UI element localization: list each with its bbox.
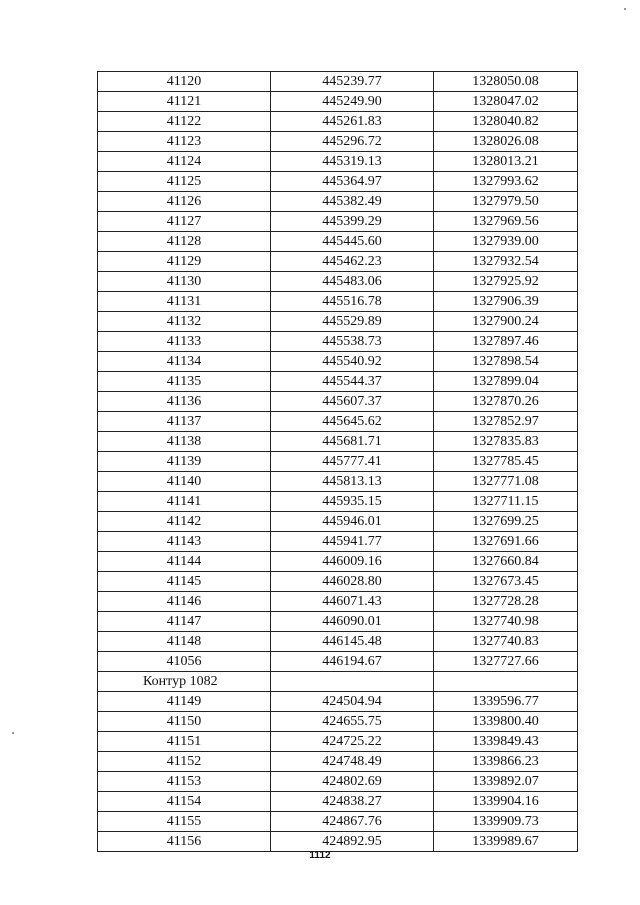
point-number-cell: 41153: [98, 772, 271, 792]
x-coordinate-cell: 446194.67: [271, 652, 434, 672]
table-row: [98, 412, 578, 432]
y-coordinate-cell: 1327969.56: [434, 212, 578, 232]
table-row: [98, 772, 578, 792]
point-number-cell: 41154: [98, 792, 271, 812]
table-row: [98, 292, 578, 312]
y-coordinate-cell: 1327870.26: [434, 392, 578, 412]
y-coordinate-cell: 1327660.84: [434, 552, 578, 572]
y-coordinate-cell: 1327906.39: [434, 292, 578, 312]
y-coordinate-cell: 1327785.45: [434, 452, 578, 472]
y-coordinate-cell: 1328047.02: [434, 92, 578, 112]
table-row: [98, 332, 578, 352]
y-coordinate-cell: 1327740.98: [434, 612, 578, 632]
y-coordinate-cell: 1327899.04: [434, 372, 578, 392]
x-coordinate-cell: 445399.29: [271, 212, 434, 232]
table-row: [98, 452, 578, 472]
point-number-cell: 41123: [98, 132, 271, 152]
y-coordinate-cell: [434, 672, 578, 692]
y-coordinate-cell: 1327979.50: [434, 192, 578, 212]
point-number-cell: 41149: [98, 692, 271, 712]
y-coordinate-cell: 1327900.24: [434, 312, 578, 332]
x-coordinate-cell: 445462.23: [271, 252, 434, 272]
x-coordinate-cell: 445483.06: [271, 272, 434, 292]
table-row: [98, 472, 578, 492]
y-coordinate-cell: 1339909.73: [434, 812, 578, 832]
table-row: [98, 312, 578, 332]
point-number-cell: 41150: [98, 712, 271, 732]
coordinates-table-body: [98, 72, 578, 852]
scan-speck: [12, 732, 14, 734]
point-number-cell: 41137: [98, 412, 271, 432]
x-coordinate-cell: 445296.72: [271, 132, 434, 152]
point-number-cell: 41121: [98, 92, 271, 112]
x-coordinate-cell: 445941.77: [271, 532, 434, 552]
table-row: [98, 132, 578, 152]
x-coordinate-cell: 424725.22: [271, 732, 434, 752]
table-row: [98, 432, 578, 452]
x-coordinate-cell: 445538.73: [271, 332, 434, 352]
table-row: [98, 572, 578, 592]
x-coordinate-cell: 424838.27: [271, 792, 434, 812]
table-row: [98, 832, 578, 852]
table-row: [98, 372, 578, 392]
x-coordinate-cell: 445607.37: [271, 392, 434, 412]
x-coordinate-cell: 445946.01: [271, 512, 434, 532]
y-coordinate-cell: 1327728.28: [434, 592, 578, 612]
x-coordinate-cell: 424867.76: [271, 812, 434, 832]
point-number-cell: 41138: [98, 432, 271, 452]
y-coordinate-cell: 1327699.25: [434, 512, 578, 532]
table-row: [98, 192, 578, 212]
coordinates-table: [97, 71, 578, 852]
table-row: [98, 612, 578, 632]
point-number-cell: 41056: [98, 652, 271, 672]
table-row: [98, 692, 578, 712]
table-row: [98, 392, 578, 412]
point-number-cell: 41129: [98, 252, 271, 272]
table-row: [98, 652, 578, 672]
contour-label: Контур 1082: [98, 672, 271, 692]
table-row: [98, 352, 578, 372]
table-row: [98, 172, 578, 192]
x-coordinate-cell: 445382.49: [271, 192, 434, 212]
x-coordinate-cell: 445935.15: [271, 492, 434, 512]
y-coordinate-cell: 1327897.46: [434, 332, 578, 352]
table-row: [98, 552, 578, 572]
point-number-cell: 41131: [98, 292, 271, 312]
x-coordinate-cell: 445540.92: [271, 352, 434, 372]
y-coordinate-cell: 1339596.77: [434, 692, 578, 712]
y-coordinate-cell: 1339800.40: [434, 712, 578, 732]
table-row: [98, 92, 578, 112]
y-coordinate-cell: 1327771.08: [434, 472, 578, 492]
y-coordinate-cell: 1339904.16: [434, 792, 578, 812]
point-number-cell: 41142: [98, 512, 271, 532]
x-coordinate-cell: 424892.95: [271, 832, 434, 852]
scan-speck: [624, 8, 626, 10]
point-number-cell: 41122: [98, 112, 271, 132]
point-number-cell: 41128: [98, 232, 271, 252]
point-number-cell: 41144: [98, 552, 271, 572]
y-coordinate-cell: 1327691.66: [434, 532, 578, 552]
y-coordinate-cell: 1339849.43: [434, 732, 578, 752]
y-coordinate-cell: 1327939.00: [434, 232, 578, 252]
point-number-cell: 41139: [98, 452, 271, 472]
y-coordinate-cell: 1328040.82: [434, 112, 578, 132]
point-number-cell: 41134: [98, 352, 271, 372]
section-row: [98, 672, 578, 692]
point-number-cell: 41143: [98, 532, 271, 552]
x-coordinate-cell: 424655.75: [271, 712, 434, 732]
y-coordinate-cell: 1327852.97: [434, 412, 578, 432]
page-number: 1112: [309, 850, 331, 861]
table-row: [98, 492, 578, 512]
y-coordinate-cell: 1327993.62: [434, 172, 578, 192]
y-coordinate-cell: 1327932.54: [434, 252, 578, 272]
x-coordinate-cell: 445529.89: [271, 312, 434, 332]
point-number-cell: 41133: [98, 332, 271, 352]
point-number-cell: 41127: [98, 212, 271, 232]
point-number-cell: 41136: [98, 392, 271, 412]
x-coordinate-cell: 445364.97: [271, 172, 434, 192]
x-coordinate-cell: 445261.83: [271, 112, 434, 132]
x-coordinate-cell: 445813.13: [271, 472, 434, 492]
y-coordinate-cell: 1327727.66: [434, 652, 578, 672]
y-coordinate-cell: 1327898.54: [434, 352, 578, 372]
table-row: [98, 512, 578, 532]
x-coordinate-cell: 445544.37: [271, 372, 434, 392]
x-coordinate-cell: 445249.90: [271, 92, 434, 112]
x-coordinate-cell: 445777.41: [271, 452, 434, 472]
x-coordinate-cell: 446145.48: [271, 632, 434, 652]
point-number-cell: 41155: [98, 812, 271, 832]
x-coordinate-cell: 446009.16: [271, 552, 434, 572]
point-number-cell: 41152: [98, 752, 271, 772]
point-number-cell: 41140: [98, 472, 271, 492]
point-number-cell: 41132: [98, 312, 271, 332]
table-row: [98, 812, 578, 832]
y-coordinate-cell: 1327673.45: [434, 572, 578, 592]
table-row: [98, 592, 578, 612]
point-number-cell: 41156: [98, 832, 271, 852]
point-number-cell: 41151: [98, 732, 271, 752]
point-number-cell: 41120: [98, 72, 271, 92]
x-coordinate-cell: 446071.43: [271, 592, 434, 612]
point-number-cell: 41135: [98, 372, 271, 392]
x-coordinate-cell: 445516.78: [271, 292, 434, 312]
x-coordinate-cell: 446028.80: [271, 572, 434, 592]
x-coordinate-cell: 445319.13: [271, 152, 434, 172]
table-row: [98, 252, 578, 272]
x-coordinate-cell: 445681.71: [271, 432, 434, 452]
table-row: [98, 732, 578, 752]
table-row: [98, 72, 578, 92]
x-coordinate-cell: 424504.94: [271, 692, 434, 712]
y-coordinate-cell: 1327711.15: [434, 492, 578, 512]
x-coordinate-cell: [271, 672, 434, 692]
table-row: [98, 212, 578, 232]
x-coordinate-cell: 424748.49: [271, 752, 434, 772]
point-number-cell: 41125: [98, 172, 271, 192]
y-coordinate-cell: 1339892.07: [434, 772, 578, 792]
table-row: [98, 232, 578, 252]
y-coordinate-cell: 1339866.23: [434, 752, 578, 772]
table-row: [98, 752, 578, 772]
y-coordinate-cell: 1339989.67: [434, 832, 578, 852]
point-number-cell: 41148: [98, 632, 271, 652]
table-row: [98, 272, 578, 292]
table-row: [98, 532, 578, 552]
y-coordinate-cell: 1327740.83: [434, 632, 578, 652]
y-coordinate-cell: 1327835.83: [434, 432, 578, 452]
x-coordinate-cell: 424802.69: [271, 772, 434, 792]
y-coordinate-cell: 1328026.08: [434, 132, 578, 152]
table-row: [98, 112, 578, 132]
point-number-cell: 41145: [98, 572, 271, 592]
point-number-cell: 41130: [98, 272, 271, 292]
table-row: [98, 632, 578, 652]
x-coordinate-cell: 445645.62: [271, 412, 434, 432]
x-coordinate-cell: 445445.60: [271, 232, 434, 252]
x-coordinate-cell: 446090.01: [271, 612, 434, 632]
table-row: [98, 712, 578, 732]
table-row: [98, 152, 578, 172]
y-coordinate-cell: 1327925.92: [434, 272, 578, 292]
point-number-cell: 41124: [98, 152, 271, 172]
table-row: [98, 792, 578, 812]
point-number-cell: 41146: [98, 592, 271, 612]
y-coordinate-cell: 1328013.21: [434, 152, 578, 172]
y-coordinate-cell: 1328050.08: [434, 72, 578, 92]
point-number-cell: 41126: [98, 192, 271, 212]
point-number-cell: 41141: [98, 492, 271, 512]
x-coordinate-cell: 445239.77: [271, 72, 434, 92]
point-number-cell: 41147: [98, 612, 271, 632]
